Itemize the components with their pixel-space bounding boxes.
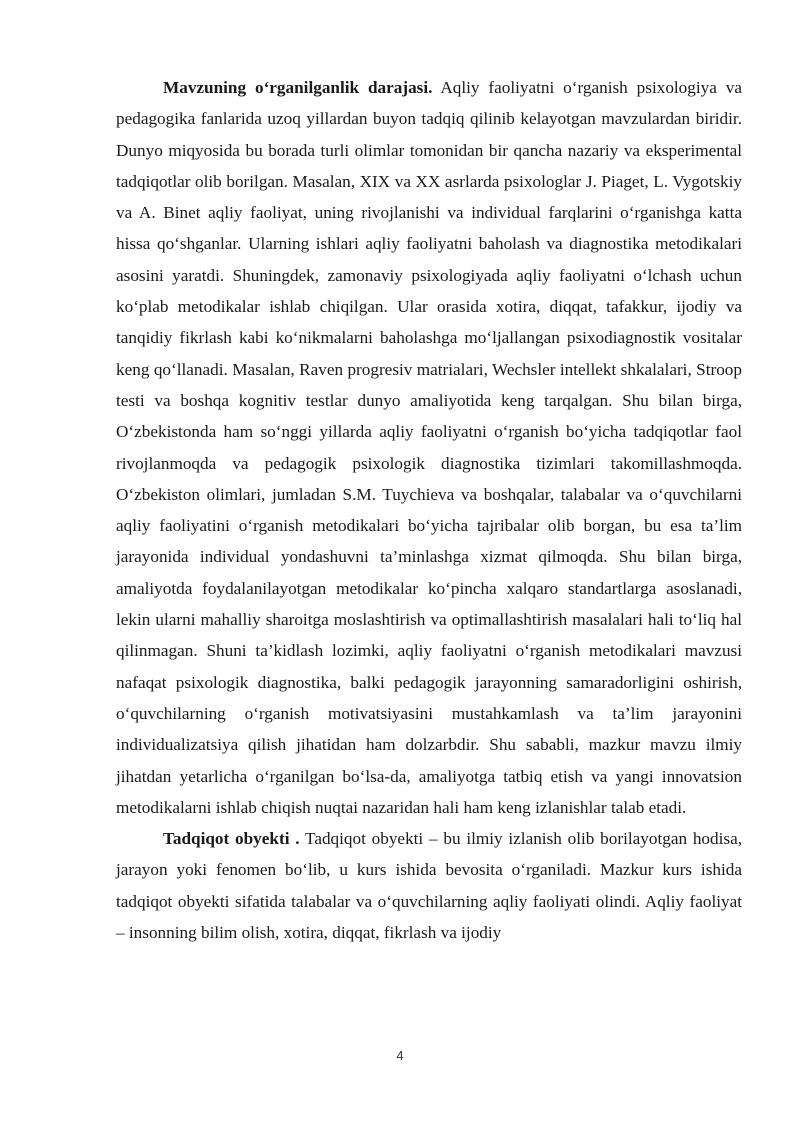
paragraph-body-study-level: Aqliy faoliyatni o‘rganish psixologiya va pedagogika fanlarida uzoq yillardan buyon tadqiq qilinib kelayotgan mavzulardan biridir. Dunyo miqyosida bu borada turli olimlar tomonidan bir qancha nazariy va eksperimental tadqiqotlar olib borilgan. Masalan, XIX va XX asrlarda psixologlar J. Piaget, L. Vygotskiy va A. Binet aqliy faoliyat, uning rivojlanishi va individual farqlarini o‘rganishga katta hissa qo‘shganlar. Ularning ishlari aqliy faoliyatni baholash va diagnostika metodikalari asosini yaratdi. Shuningdek, zamonaviy psixologiyada aqliy faoliyatni o‘lchash uchun ko‘plab metodikalar ishlab chiqilgan. Ular orasida xotira, diqqat, tafakkur, ijodiy va tanqidiy fikrlash kabi ko‘nikmalarni baholashga mo‘ljallangan psixodiagnostik vositalar keng qo‘llanadi. Masalan, Raven progresiv matrialari, Wechsler intellekt shkalalari, Stroop testi va boshqa kognitiv testlar dunyo amaliyotida keng tarqalgan. Shu bilan birga, O‘zbekistonda ham so‘nggi yillarda aqliy faoliyatni o‘rganish bo‘yicha tadqiqotlar faol rivojlanmoqda va pedagogik psixologik diagnostika tizimlari takomillashmoqda. O‘zbekiston olimlari, jumladan S.M. Tuychieva va boshqalar, talabalar va o‘quvchilarni aqliy faoliyatini o‘rganish metodikalari bo‘yicha tajribalar olib borgan, bu esa ta’lim jarayonida individual yondashuvni ta’minlashga xizmat qilmoqda. Shu bilan birga, amaliyotda foydalanilayotgan metodikalar ko‘pincha xalqaro standartlarga asoslanadi, lekin ularni mahalliy sharoitga moslashtirish va optimallashtirish masalalari hali to‘liq hal qilinmagan. Shuni ta’kidlash lozimki, aqliy faoliyatni o‘rganish metodikalari mavzusi nafaqat psixologik diagnostika, balki pedagogik jarayonning samaradorligini oshirish, o‘quvchilarning o‘rganish motivatsiyasini mustahkamlash va ta’lim jarayonini individualizatsiya qilish jihatidan ham dolzarbdir. Shu sababli, mazkur mavzu ilmiy jihatdan yetarlicha o‘rganilgan bo‘lsa-da, amaliyotga tatbiq etish va yangi innovatsion metodikalarni ishlab chiqish nuqtai nazaridan hali ham keng izlanishlar talab etadi. [116,78,742,817]
paragraph-body-research-object: Tadqiqot obyekti – bu ilmiy izlanish olib borilayotgan hodisa, jarayon yoki fenomen bo‘lib, u kurs ishida bevosita o‘rganiladi. Mazkur kurs ishida tadqiqot obyekti sifatida talabalar va o‘quvchilarning aqliy faoliyati olindi. Aqliy faoliyat – insonning bilim olish, xotira, diqqat, fikrlash va ijodiy [116,829,742,943]
paragraph-heading-research-object: Tadqiqot obyekti . [163,829,300,849]
page-number: 4 [396,1048,404,1063]
paragraph-study-level [116,72,742,823]
body-text [116,72,742,948]
paragraph-heading-study-level: Mavzuning o‘rganilganlik darajasi. [163,78,433,97]
paragraph-research-object [116,823,742,948]
